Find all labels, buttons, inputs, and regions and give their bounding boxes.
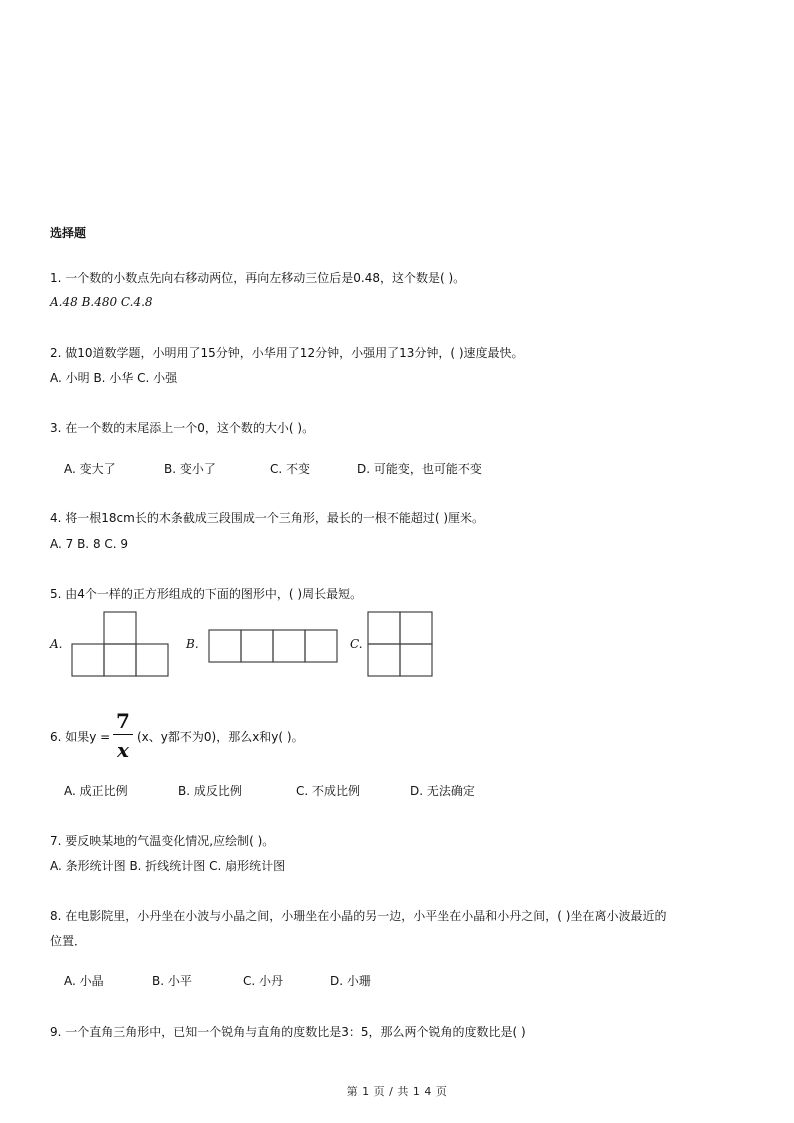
figure-a-t-shape (70, 610, 170, 678)
question-6-option-b: B. 成反比例 (178, 784, 242, 798)
question-3-option-a: A. 变大了 (64, 462, 116, 476)
question-3-text: 3. 在一个数的末尾添上一个0，这个数的大小( )。 (50, 421, 315, 435)
question-6-option-c: C. 不成比例 (296, 784, 361, 798)
fraction-numerator: 7 (116, 709, 130, 733)
question-9-text: 9. 一个直角三角形中，已知一个锐角与直角的度数比是3：5，那么两个锐角的度数比是( ) (50, 1025, 526, 1039)
figure-b-line-shape (207, 628, 341, 664)
figure-label-c: C. (350, 637, 363, 651)
question-6-option-d: D. 无法确定 (410, 784, 475, 798)
fraction-denominator: x (117, 738, 129, 762)
question-8-option-d: D. 小珊 (330, 974, 371, 988)
question-1-text: 1. 一个数的小数点先向右移动两位，再向左移动三位后是0.48，这个数是( )。 (50, 271, 466, 285)
fraction-bar (113, 734, 133, 735)
question-8-option-b: B. 小平 (152, 974, 192, 988)
question-8-text: 8. 在电影院里，小丹坐在小波与小晶之间，小珊坐在小晶的另一边，小平坐在小晶和小丹之间，( )坐在离小波最近的 (50, 909, 667, 923)
question-8-text-continued: 位置． (50, 934, 87, 948)
question-7-options: A. 条形统计图 B. 折线统计图 C. 扇形统计图 (50, 859, 286, 873)
figure-label-a: A. (50, 637, 63, 651)
question-8-option-c: C. 小丹 (243, 974, 284, 988)
question-4-options: A. 7 B. 8 C. 9 (50, 537, 129, 551)
question-3-option-c: C. 不变 (270, 462, 311, 476)
question-7-text: 7. 要反映某地的气温变化情况,应绘制( )。 (50, 834, 275, 848)
question-1-options: A.48 B.480 C.4.8 (50, 295, 153, 309)
question-3-option-b: B. 变小了 (164, 462, 216, 476)
question-5-text: 5. 由4个一样的正方形组成的下面的图形中，( )周长最短。 (50, 587, 363, 601)
question-6-text-after: (x、y都不为0)，那么x和y( )。 (137, 730, 304, 744)
page-footer: 第 1 页 / 共 1 4 页 (346, 1085, 448, 1098)
question-2-options: A. 小明 B. 小华 C. 小强 (50, 371, 178, 385)
question-6-text-before: 6. 如果y = (50, 730, 111, 744)
figure-c-square-shape (366, 610, 434, 678)
figure-label-b: B. (186, 637, 199, 651)
question-3-option-d: D. 可能变，也可能不变 (357, 462, 482, 476)
question-2-text: 2. 做10道数学题，小明用了15分钟，小华用了12分钟，小强用了13分钟，( )速度最快。 (50, 346, 524, 360)
question-8-option-a: A. 小晶 (64, 974, 104, 988)
section-title: 选择题 (50, 226, 87, 240)
question-6-option-a: A. 成正比例 (64, 784, 128, 798)
question-4-text: 4. 将一根18cm长的木条截成三段围成一个三角形，最长的一根不能超过( )厘米。 (50, 511, 485, 525)
